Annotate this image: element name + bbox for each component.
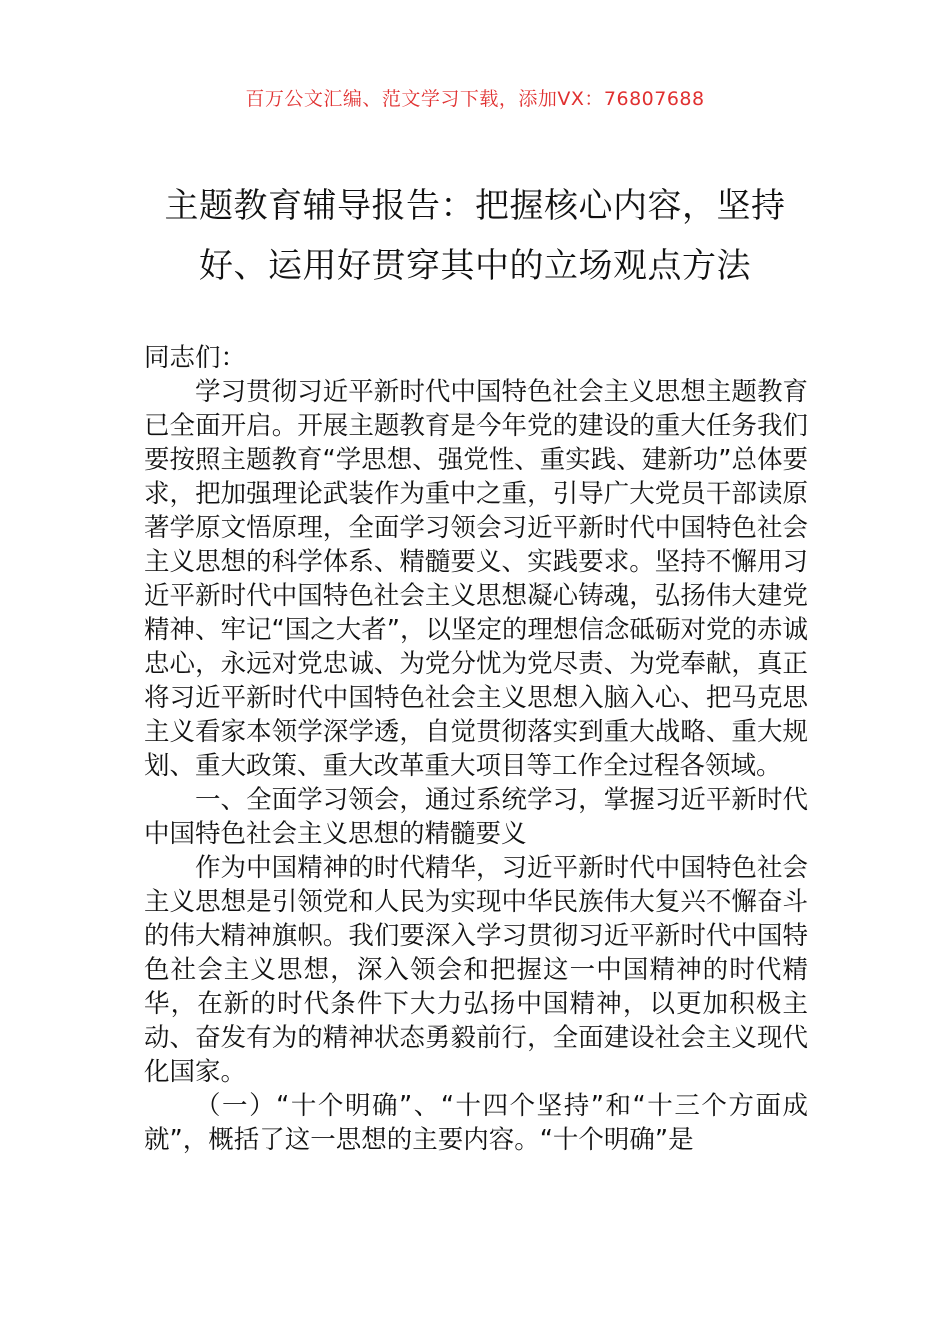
- salutation: 同志们：: [144, 343, 247, 373]
- title-line-2: 好、运用好贯穿其中的立场观点方法: [199, 246, 751, 286]
- title-line-1: 主题教育辅导报告：把握核心内容，坚持: [164, 186, 786, 226]
- section-heading-1: 一、全面学习领会，通过系统学习，掌握习近平新时代中国特色社会主义思想的精髓要义: [144, 785, 808, 849]
- header-note: 百万公文汇编、范文学习下载，添加VX：76807688: [245, 88, 705, 110]
- paragraph-section-1: 作为中国精神的时代精华，习近平新时代中国特色社会主义思想是引领党和人民为实现中华民族伟大复兴不懈奋斗的伟大精神旗帜。我们要深入学习贯彻习近平新时代中国特色社会主义思想，深入领会和把握这一中国精神的时代精华，在新的时代条件下大力弘扬中国精神，以更加积极主动、奋发有为的精神状态勇毅前行，全面建设社会主义现代化国家。: [144, 853, 808, 1087]
- document-title: [120, 176, 830, 296]
- document-body: [144, 341, 808, 1157]
- paragraph-intro: 学习贯彻习近平新时代中国特色社会主义思想主题教育已全面开启。开展主题教育是今年党的建设的重大任务我们要按照主题教育“学思想、强党性、重实践、建新功”总体要求，把加强理论武装作为重中之重，引导广大党员干部读原著学原文悟原理，全面学习领会习近平新时代中国特色社会主义思想的科学体系、精髓要义、实践要求。坚持不懈用习近平新时代中国特色社会主义思想凝心铸魂，弘扬伟大建党精神、牢记“国之大者”，以坚定的理想信念砥砺对党的赤诚忠心，永远对党忠诚、为党分忧为党尽责、为党奉献，真正将习近平新时代中国特色社会主义思想入脑入心、把马克思主义看家本领学深学透，自觉贯彻落实到重大战略、重大规划、重大政策、重大改革重大项目等工作全过程各领域。: [144, 377, 808, 781]
- subsection-heading-1: （一）“十个明确”、“十四个坚持”和“十三个方面成就”，概括了这一思想的主要内容。“十个明确”是: [144, 1091, 808, 1155]
